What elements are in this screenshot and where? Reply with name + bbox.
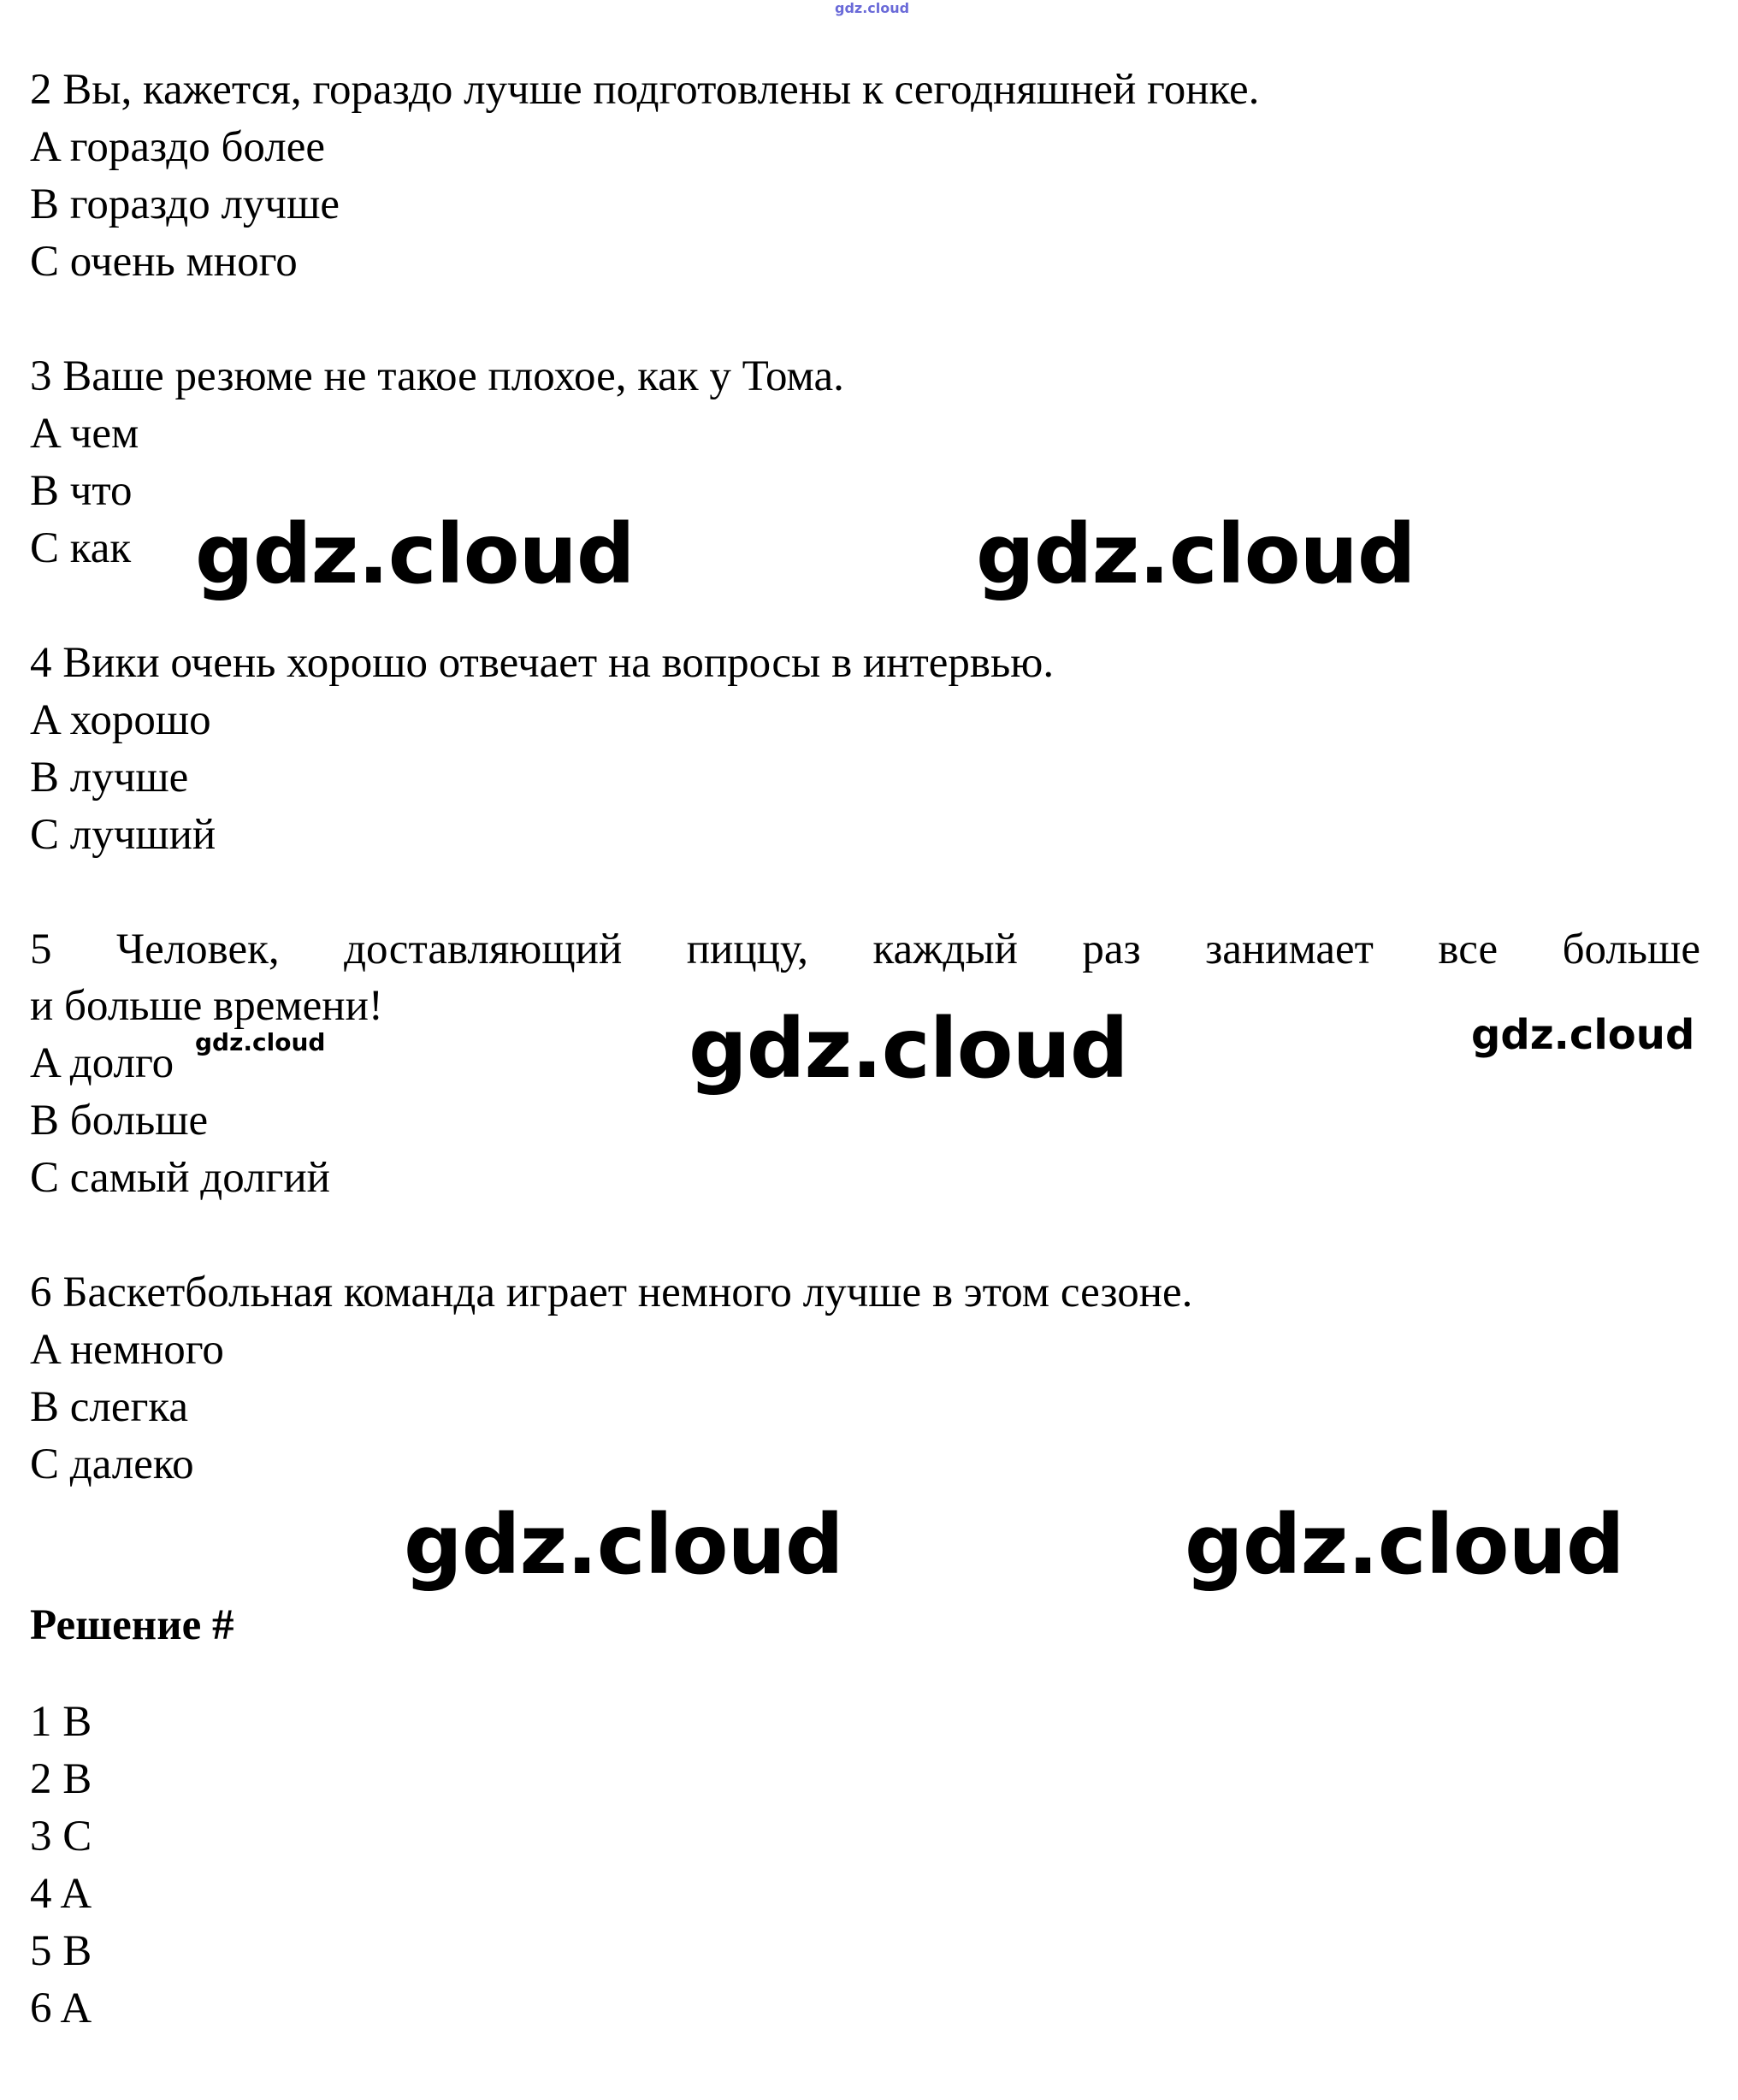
question-5-option-b: B больше bbox=[30, 1097, 209, 1145]
prompt-word: все bbox=[1438, 926, 1499, 973]
question-3-option-b: B что bbox=[30, 467, 133, 515]
watermark-top-tiny: gdz.cloud bbox=[835, 0, 910, 16]
question-4-option-a: A хорошо bbox=[30, 696, 211, 744]
question-2-option-b: B гораздо лучше bbox=[30, 180, 340, 228]
question-2-prompt: 2 Вы, кажется, гораздо лучше подготовлены к сегодняшней гонке. bbox=[30, 66, 1260, 114]
question-4-option-c: C лучший bbox=[30, 811, 216, 859]
question-6-prompt: 6 Баскетбольная команда играет немного лучше в этом сезоне. bbox=[30, 1269, 1193, 1316]
question-3-prompt: 3 Ваше резюме не такое плохое, как у Тома. bbox=[30, 352, 844, 400]
answer-6: 6 A bbox=[30, 1985, 92, 2032]
prompt-word: доставляющий bbox=[344, 926, 623, 973]
prompt-word: больше bbox=[1562, 926, 1700, 973]
answer-3: 3 C bbox=[30, 1813, 92, 1860]
question-6-option-b: B слегка bbox=[30, 1383, 189, 1431]
question-2-option-a: A гораздо более bbox=[30, 123, 325, 171]
solution-heading: Решение # bbox=[30, 1601, 234, 1649]
watermark-large: gdz.cloud bbox=[976, 506, 1416, 602]
watermark-medium: gdz.cloud bbox=[1471, 1011, 1695, 1059]
watermark-large: gdz.cloud bbox=[689, 1001, 1128, 1097]
watermark-large: gdz.cloud bbox=[1185, 1497, 1624, 1593]
question-5-option-c: C самый долгий bbox=[30, 1154, 330, 1202]
question-2-option-c: C очень много bbox=[30, 238, 298, 286]
question-4-prompt: 4 Вики очень хорошо отвечает на вопросы в интервью. bbox=[30, 639, 1055, 687]
answer-1: 1 B bbox=[30, 1698, 92, 1746]
question-3-option-a: A чем bbox=[30, 410, 139, 458]
question-6-option-c: C далеко bbox=[30, 1440, 194, 1488]
answer-2: 2 B bbox=[30, 1755, 92, 1803]
answer-4: 4 A bbox=[30, 1870, 92, 1918]
question-4-option-b: B лучше bbox=[30, 754, 189, 802]
prompt-word: занимает bbox=[1205, 926, 1374, 973]
prompt-word: каждый bbox=[872, 926, 1018, 973]
question-6-option-a: A немного bbox=[30, 1326, 224, 1374]
prompt-word: Человек, bbox=[115, 926, 280, 973]
watermark-large: gdz.cloud bbox=[404, 1497, 843, 1593]
answer-5: 5 B bbox=[30, 1927, 92, 1975]
prompt-word: пиццу, bbox=[686, 926, 809, 973]
watermark-small: gdz.cloud bbox=[195, 1028, 326, 1056]
prompt-word: раз bbox=[1082, 926, 1141, 973]
watermark-large: gdz.cloud bbox=[195, 506, 635, 602]
question-5-prompt-line2: и больше времени! bbox=[30, 982, 383, 1030]
prompt-word: 5 bbox=[30, 926, 52, 973]
question-3-option-c: C как bbox=[30, 524, 132, 572]
question-5-option-a: A долго bbox=[30, 1039, 174, 1087]
question-5-prompt-line1 bbox=[30, 921, 1700, 978]
